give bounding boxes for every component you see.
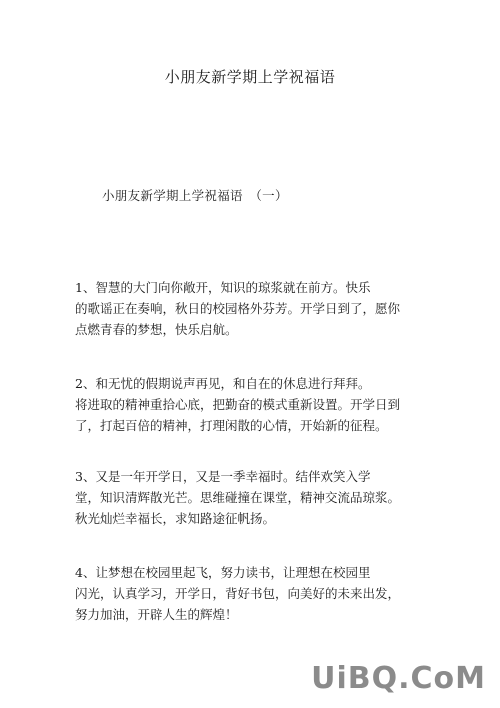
paragraph-line: 4、让梦想在校园里起飞，努力读书，让理想在校园里 [75,565,371,580]
paragraph-line: 1、智慧的大门向你敞开，知识的琼浆就在前方。快乐 [75,280,371,295]
paragraph-2 [75,373,401,436]
paragraph-line: 努力加油，开辟人生的辉煌！ [75,607,238,622]
paragraph-1 [75,277,401,340]
paragraph-4 [75,562,401,625]
document-title: 小朋友新学期上学祝福语 [164,68,336,86]
watermark-logo: UiBQ.CoM [311,661,486,696]
paragraph-line: 闪光，认真学习，开学日，背好书包，向美好的未来出发， [75,586,401,601]
paragraph-line: 2、和无忧的假期说声再见，和自在的休息进行拜拜。 [75,376,371,391]
paragraph-line: 3、又是一年开学日，又是一季幸福时。结伴欢笑入学 [75,469,371,484]
paragraph-line: 的歌谣正在奏响，秋日的校园格外芬芳。开学日到了，愿你 [75,301,401,316]
paragraph-line: 了，打起百倍的精神，打理闲散的心情，开始新的征程。 [75,418,388,433]
paragraph-line: 点燃青春的梦想，快乐启航。 [75,322,238,337]
paragraph-line: 将进取的精神重拾心底，把勤奋的模式重新设置。开学日到 [75,397,401,412]
paragraph-line: 秋光灿烂幸福长，求知路途征帆扬。 [75,511,276,526]
paragraph-line: 堂，知识清辉散光芒。思维碰撞在课堂，精神交流品琼浆。 [75,490,401,505]
paragraph-3 [75,466,401,529]
section-subtitle: 小朋友新学期上学祝福语 （一） [102,188,288,203]
